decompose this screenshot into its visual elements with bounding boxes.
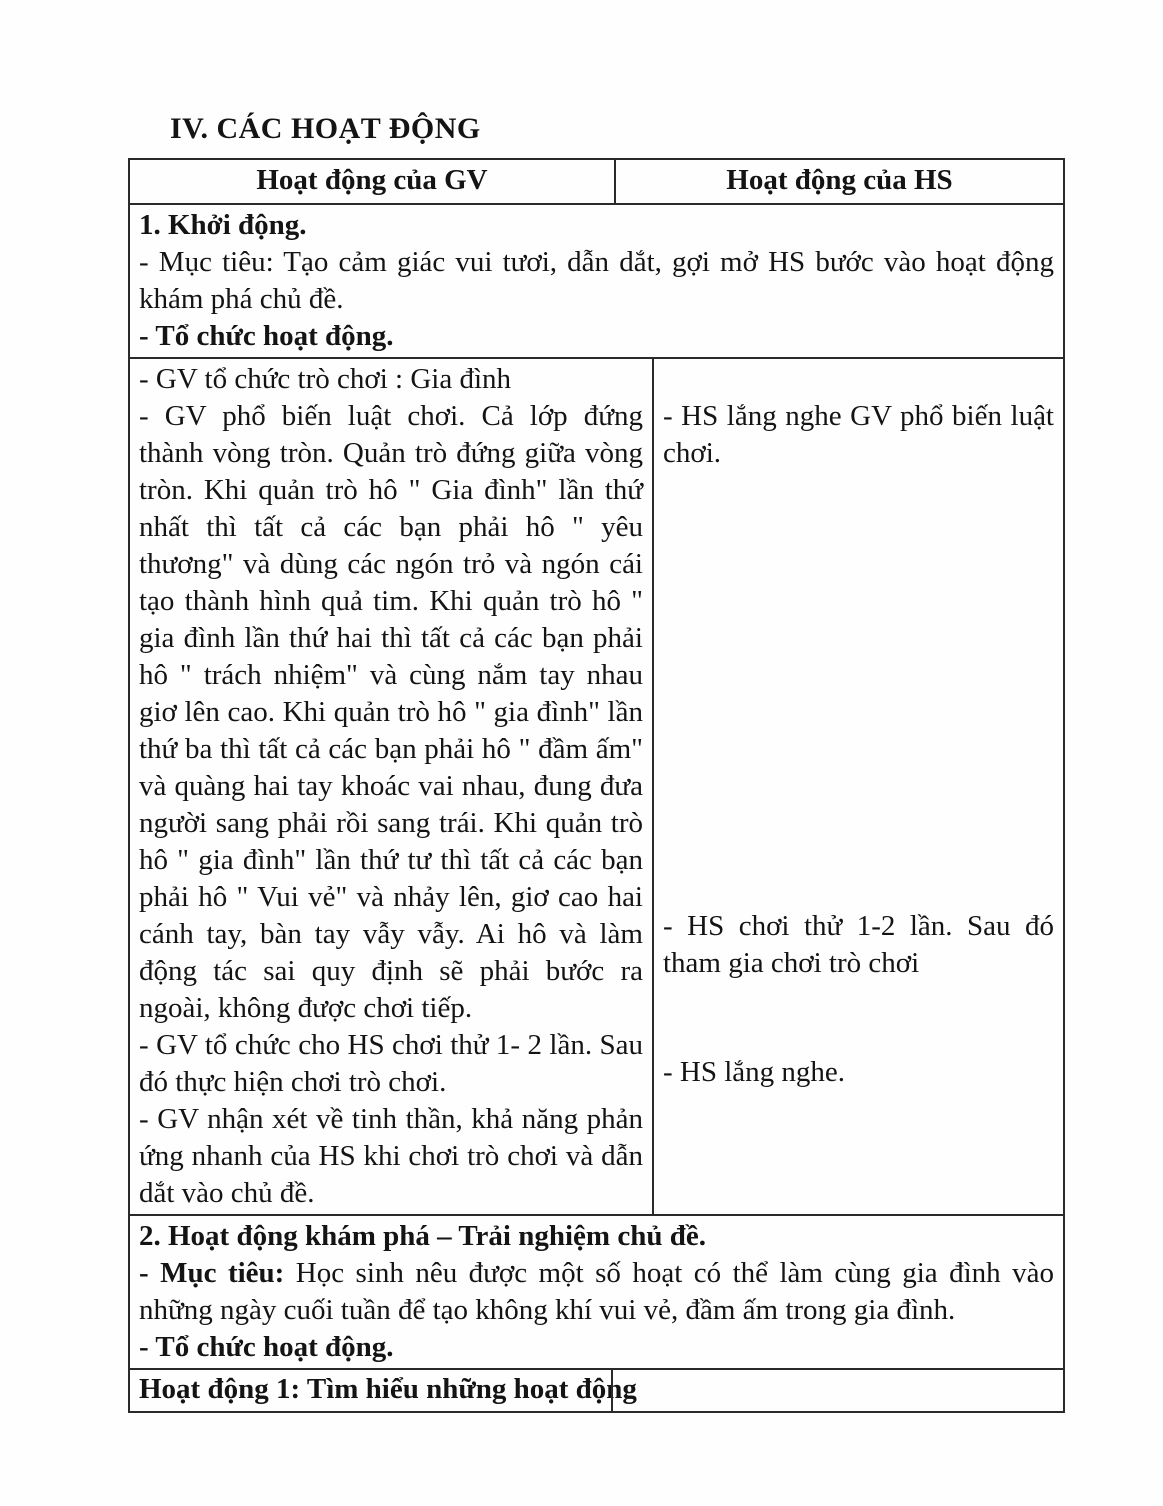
activity2-header-row	[130, 1368, 1063, 1411]
section1-organize: - Tổ chức hoạt động.	[139, 320, 394, 352]
column-header-gv: Hoạt động của GV	[256, 164, 488, 196]
section2-row	[130, 1214, 1063, 1368]
section1-heading: 1. Khởi động.	[139, 209, 307, 241]
activity2-header-hs-empty	[611, 1370, 1063, 1411]
gv-paragraph: - GV tổ chức trò chơi : Gia đình	[139, 363, 512, 395]
activity1-row	[130, 357, 1063, 1214]
section2-organize: - Tổ chức hoạt động.	[139, 1331, 394, 1363]
section1-objective: - Mục tiêu: Tạo cảm giác vui tươi, dẫn dắt, gợi mở HS bước vào hoạt động khám phá chủ đề.	[139, 246, 1054, 315]
section2-objective-label: - Mục tiêu:	[139, 1257, 285, 1289]
gv-paragraph: - GV tổ chức cho HS chơi thử 1- 2 lần. Sau đó thực hiện chơi trò chơi.	[139, 1029, 643, 1098]
gv-paragraph: - GV nhận xét về tinh thần, khả năng phản ứng nhanh của HS khi chơi trò chơi và dẫn dắt vào chủ đề.	[139, 1103, 643, 1209]
gv-paragraph: - GV phổ biến luật chơi. Cả lớp đứng thành vòng tròn. Quản trò đứng giữa vòng tròn. Khi quản trò hô " Gia đình" lần thứ nhất thì tất cả các bạn phải hô " yêu thương" và dùng các ngón trỏ và ngón cái tạo thành hình quả tim. Khi quản trò hô " gia đình lần thứ hai thì tất cả các bạn phải hô " trách nhiệm" và cùng nắm tay nhau giơ lên cao. Khi quản trò hô " gia đình" lần thứ ba thì tất cả các bạn phải hô " đầm ấm" và quàng hai tay khoác vai nhau, đung đưa người sang phải rồi sang trái. Khi quản trò hô " gia đình" lần thứ tư thì tất cả các bạn phải hô " Vui vẻ" và nhảy lên, giơ cao hai cánh tay, bàn tay vẫy vẫy. Ai hô và làm động tác sai quy định sẽ phải bước ra ngoài, không được chơi tiếp.	[139, 400, 643, 1024]
activity1-gv-cell	[130, 359, 652, 1214]
activity1-hs-cell	[652, 359, 1063, 1214]
section2-objective-text: Học sinh nêu được một số hoạt có thể làm cùng gia đình vào những ngày cuối tuần để tạo không khí vui vẻ, đầm ấm trong gia đình.	[139, 1257, 1054, 1326]
hs-paragraph: - HS chơi thử 1-2 lần. Sau đó tham gia chơi trò chơi	[663, 910, 1054, 979]
activity2-header-gv: Hoạt động 1: Tìm hiểu những hoạt động	[139, 1373, 637, 1405]
hs-paragraph: - HS lắng nghe GV phổ biến luật chơi.	[663, 400, 1054, 469]
activities-table	[128, 158, 1065, 1413]
section1-row	[130, 203, 1063, 357]
table-header-row	[130, 160, 1063, 203]
section2-objective	[139, 1255, 1054, 1329]
section2-heading: 2. Hoạt động khám phá – Trải nghiệm chủ đề.	[139, 1220, 706, 1252]
section2-cell	[130, 1216, 1063, 1368]
section1-cell	[130, 205, 1063, 357]
page-title: IV. CÁC HOẠT ĐỘNG	[170, 112, 481, 145]
hs-paragraph: - HS lắng nghe.	[663, 1056, 846, 1088]
column-header-hs: Hoạt động của HS	[614, 160, 1063, 203]
